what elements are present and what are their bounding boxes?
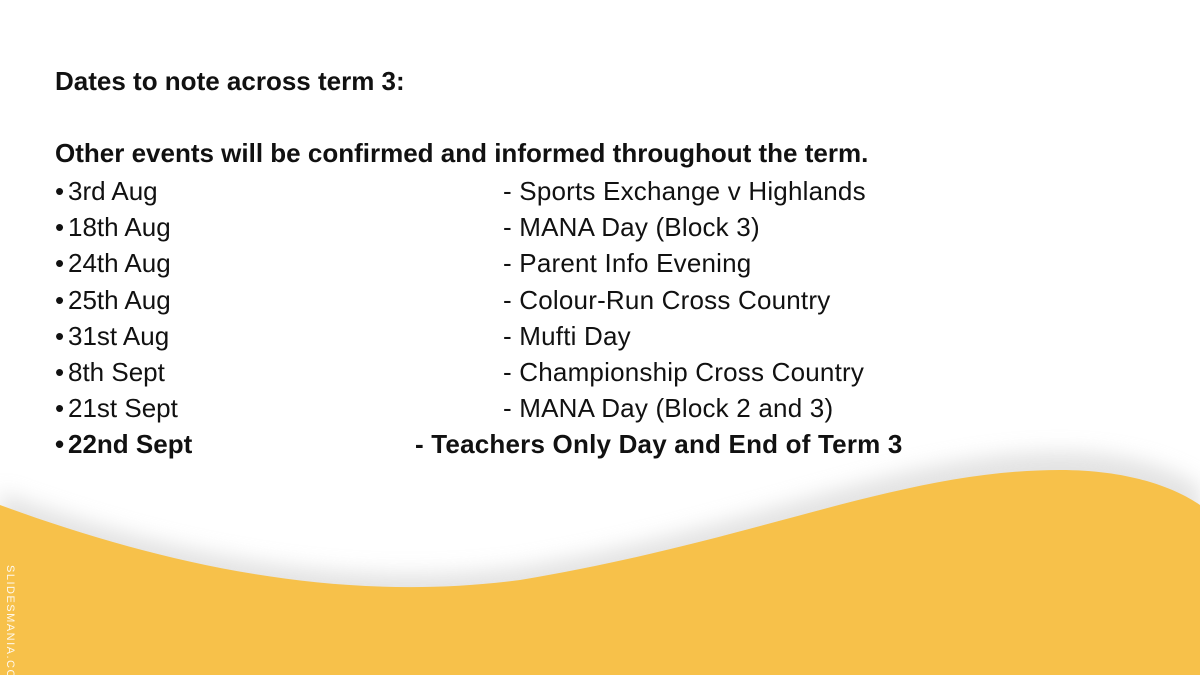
event-list bbox=[55, 173, 1155, 463]
list-item bbox=[55, 173, 1155, 209]
event-date: 21st Sept bbox=[68, 393, 178, 424]
event-description: - Sports Exchange v Highlands bbox=[503, 176, 866, 206]
bullet-icon: • bbox=[55, 320, 65, 351]
event-date: 25th Aug bbox=[68, 284, 171, 315]
list-item bbox=[55, 354, 1155, 390]
event-date: 31st Aug bbox=[68, 320, 170, 351]
event-description: - Mufti Day bbox=[503, 320, 631, 351]
slide-heading: Dates to note across term 3: bbox=[55, 66, 405, 96]
bullet-icon: • bbox=[55, 393, 65, 424]
bullet-icon: • bbox=[55, 284, 65, 315]
list-item bbox=[55, 245, 1155, 281]
list-item bbox=[55, 318, 1155, 354]
bullet-icon: • bbox=[55, 248, 65, 279]
event-description: - Teachers Only Day and End of Term 3 bbox=[415, 429, 903, 460]
event-description: - MANA Day (Block 2 and 3) bbox=[503, 393, 834, 424]
event-description: - MANA Day (Block 3) bbox=[503, 212, 760, 243]
event-description: - Colour-Run Cross Country bbox=[503, 284, 831, 315]
event-date: 8th Sept bbox=[68, 356, 165, 387]
bullet-icon: • bbox=[55, 176, 65, 206]
list-item bbox=[55, 282, 1155, 318]
list-item bbox=[55, 390, 1155, 426]
bullet-icon: • bbox=[55, 429, 65, 460]
watermark: SLIDESMANIA.COM bbox=[4, 565, 16, 690]
event-date: 3rd Aug bbox=[68, 176, 158, 206]
event-date: 24th Aug bbox=[68, 248, 171, 279]
event-description: - Parent Info Evening bbox=[503, 248, 752, 279]
list-item bbox=[55, 426, 1155, 462]
event-date: 22nd Sept bbox=[68, 429, 193, 460]
event-date: 18th Aug bbox=[68, 212, 171, 243]
list-item bbox=[55, 209, 1155, 245]
bullet-icon: • bbox=[55, 212, 65, 243]
bullet-icon: • bbox=[55, 356, 65, 387]
event-description: - Championship Cross Country bbox=[503, 356, 865, 387]
events-note: Other events will be confirmed and informed throughout the term. bbox=[55, 138, 869, 168]
